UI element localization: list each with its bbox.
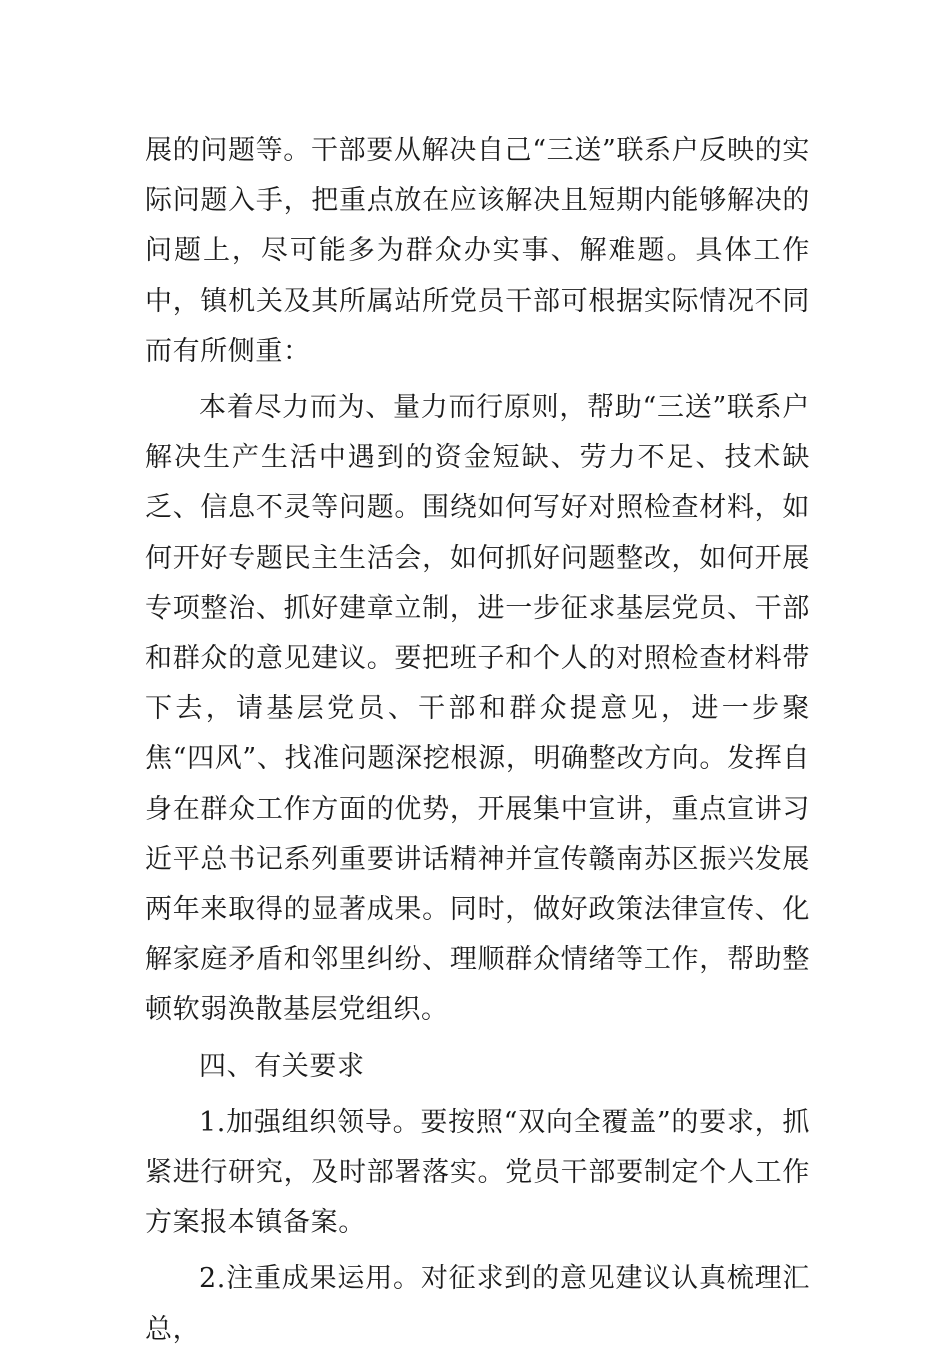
section-heading: 四、有关要求 — [199, 1050, 365, 1082]
paragraph-main-body: 本着尽力而为、量力而行原则，帮助“三送”联系户解决生产生活中遇到的资金短缺、劳力不足、技术缺乏、信息不灵等问题。围绕如何写好对照检查材料，如何开好专题民主生活会，如何抓好问题整改，如何开展专项整治、抓好建章立制，进一步征求基层党员、干部和群众的意见建议。要把班子和个人的对照检查材料带下去，请基层党员、干部和群众提意见，进一步聚焦“四风”、找准问题深挖根源，明确整改方向。发挥自身在群众工作方面的优势，开展集中宣讲，重点宣讲习近平总书记系列重要讲话精神并宣传赣南苏区振兴发展两年来取得的显著成果。同时，做好政策法律宣传、化解家庭矛盾和邻里纠纷、理顺群众情绪等工作，帮助整顿软弱涣散基层党组织。 — [145, 392, 810, 1026]
paragraph-continuation: 展的问题等。干部要从解决自己“三送”联系户反映的实际问题入手，把重点放在应该解决且短期内能够解决的问题上，尽可能多为群众办实事、解难题。具体工作中，镇机关及其所属站所党员干部可根据实际情况不同而有所侧重： — [145, 135, 810, 367]
requirement-item-2: 2.注重成果运用。对征求到的意见建议认真梳理汇总， — [145, 1263, 810, 1345]
document-body — [145, 126, 810, 1355]
requirement-item-1: 1.加强组织领导。要按照“双向全覆盖”的要求，抓紧进行研究，及时部署落实。党员干部要制定个人工作方案报本镇备案。 — [145, 1106, 810, 1239]
